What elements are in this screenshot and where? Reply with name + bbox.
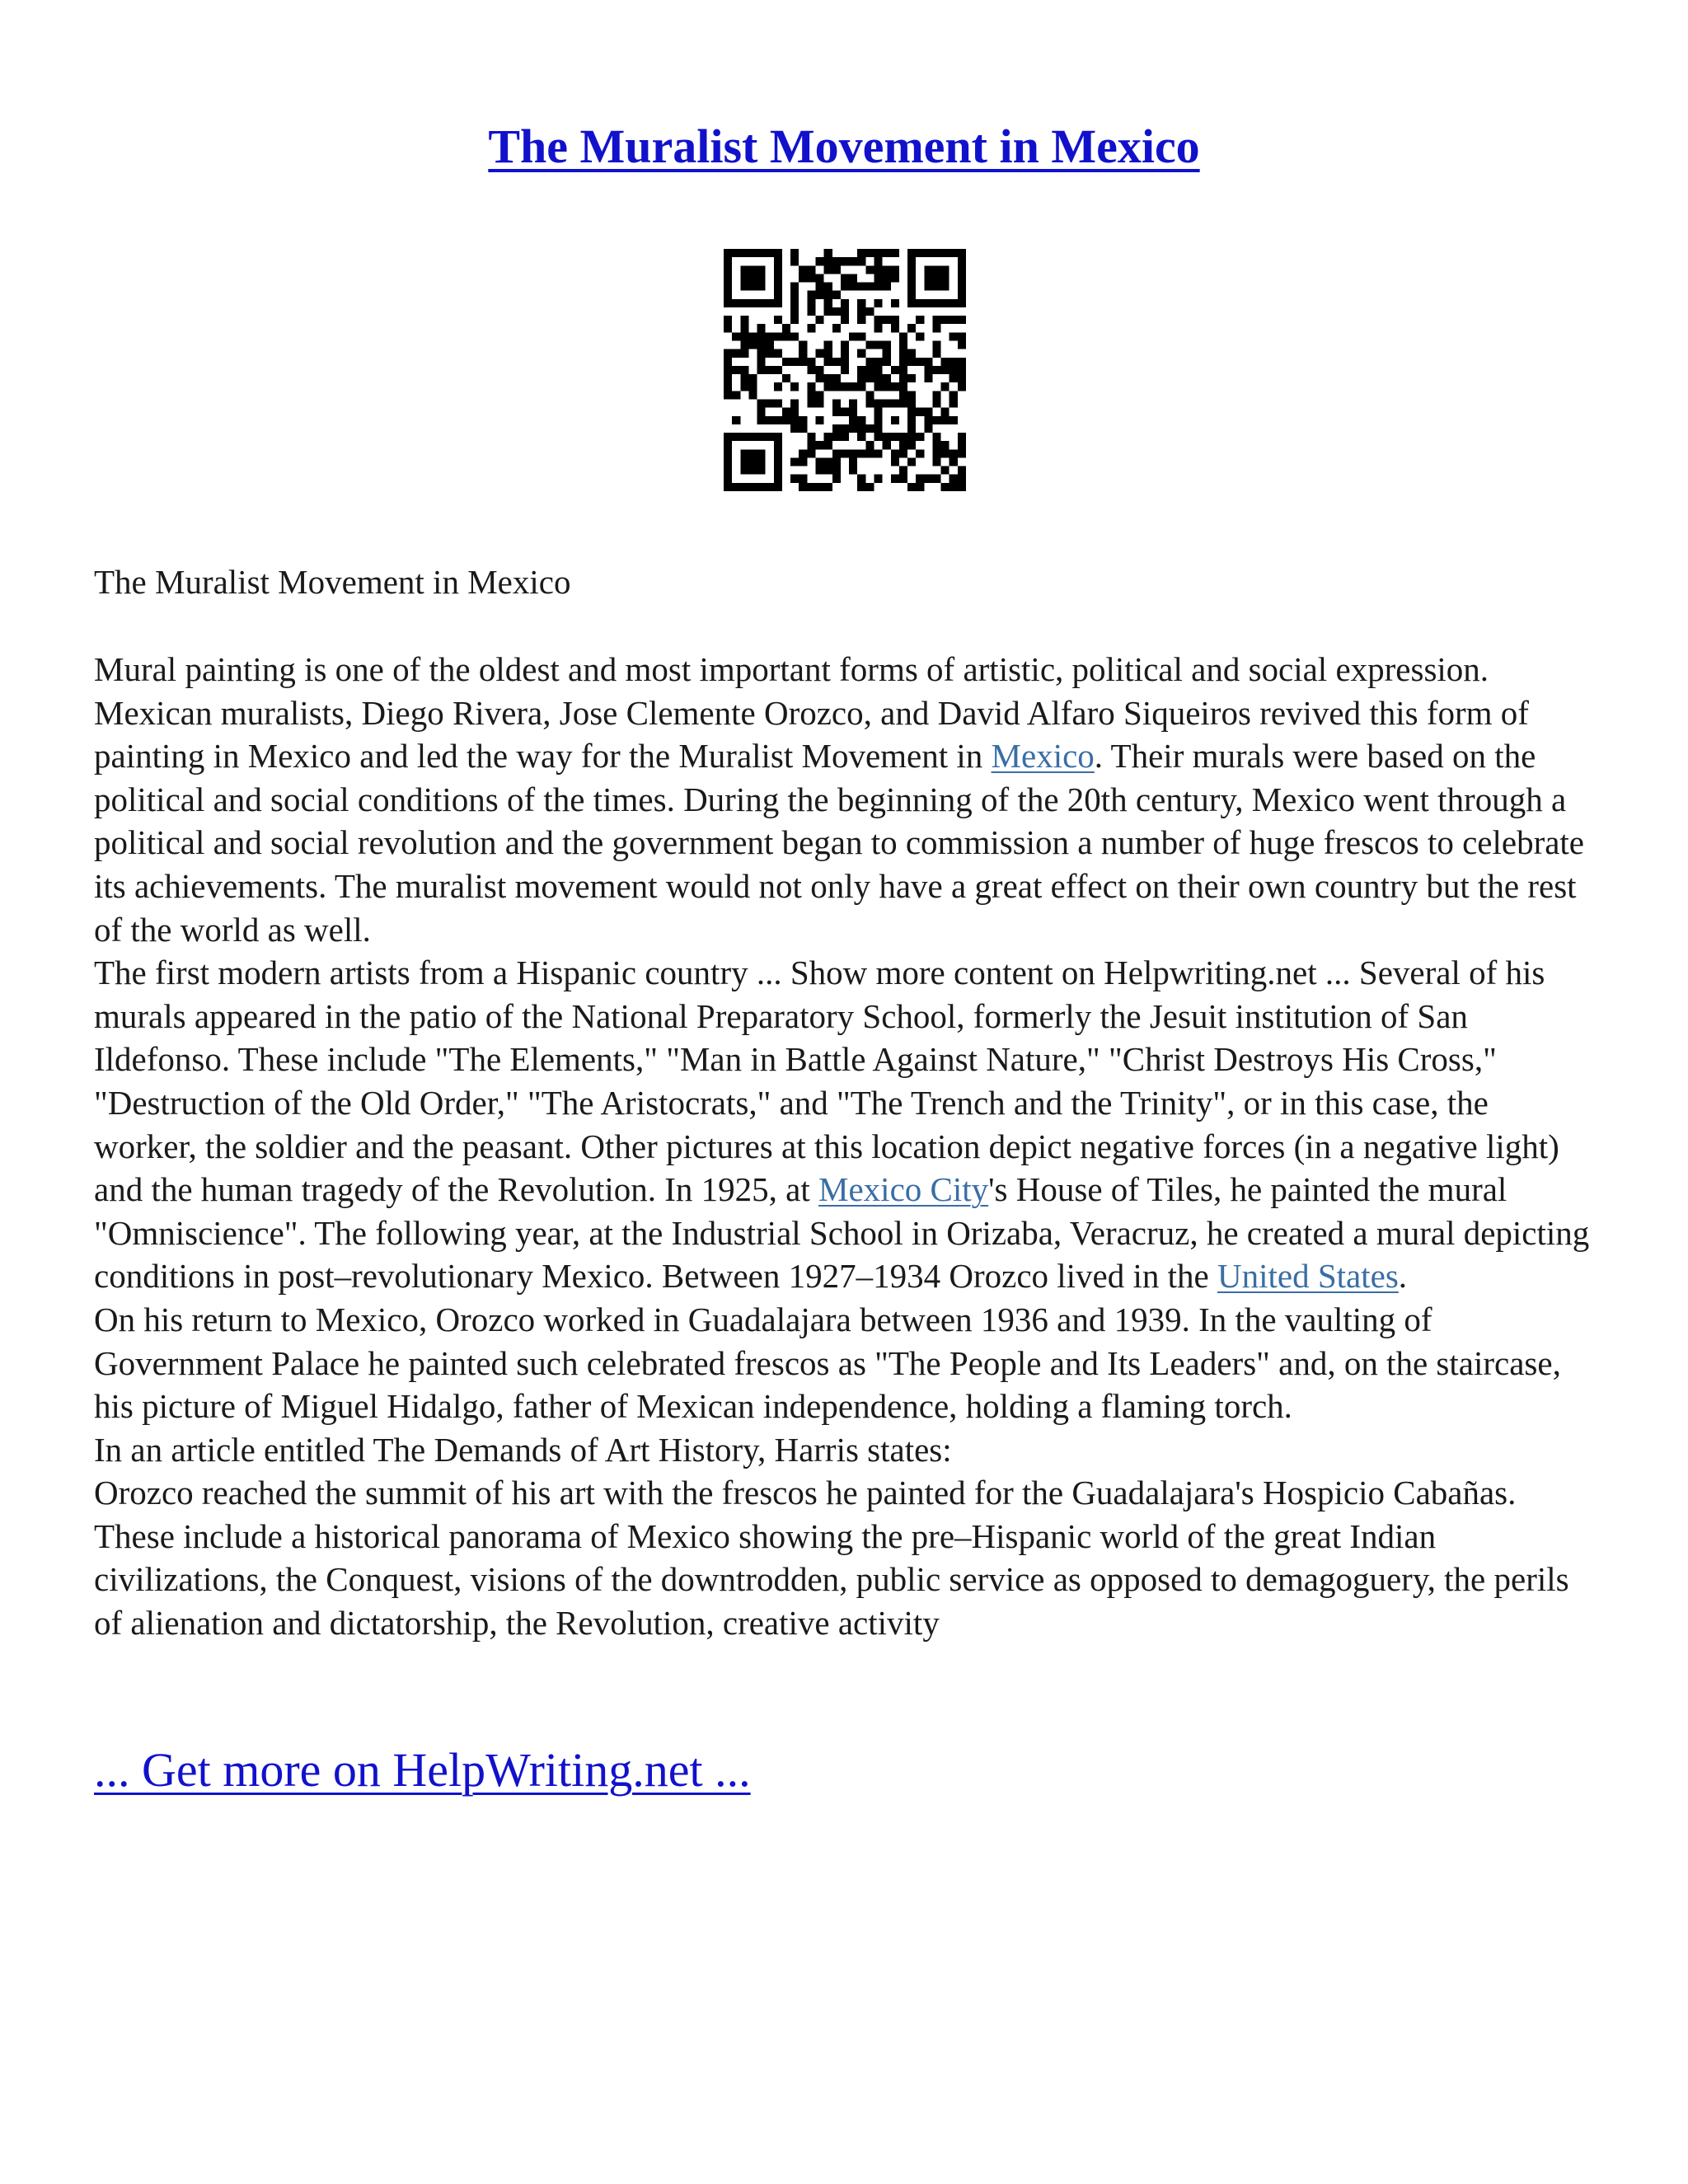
paragraph-hospicio: Orozco reached the summit of his art with the frescos he painted for the Guadalajara's Hospicio Cabañas. These include a historical panorama of Mexico showing the pre–Hispanic world of the great Indian civilizations, the Conquest, visions of the downtrodden, public service as opposed to demagoguery, the perils of alienation and dictatorship, the Revolution, creative activity [94, 1474, 1569, 1643]
paragraph-intro: Mural painting is one of the oldest and most important forms of artistic, political and social expression. Mexican muralists, Diego Rivera, Jose Clemente Orozco, and David Alfaro Siqueiros revived this form of painting in Mexico and led the way for the Muralist Movement in Mexico. Their murals were based on the political and social conditions of the times. During the beginning of the 20th century, Mexico went through a political and social revolution and the government began to commission a number of huge frescos to celebrate its achievements. The muralist movement would not only have a great effect on their own country but the rest of the world as well. [94, 650, 1585, 949]
qr-code-graphic [724, 249, 966, 491]
link-united-states[interactable]: United States [1217, 1257, 1399, 1296]
paragraph-harris: In an article entitled The Demands of Art History, Harris states: [94, 1430, 952, 1469]
link-mexico[interactable]: Mexico [991, 737, 1095, 776]
qr-code-icon [724, 249, 966, 491]
link-mexico-city[interactable]: Mexico City [818, 1170, 989, 1209]
title-link[interactable]: The Muralist Movement in Mexico [488, 120, 1200, 173]
document-title [0, 114, 1688, 180]
paragraph-guadalajara: On his return to Mexico, Orozco worked in Guadalajara between 1936 and 1939. In the vaulting of Government Palace he painted such celebrated frescos as "The People and Its Leaders" and, on the staircase, his picture of Miguel Hidalgo, father of Mexican independence, holding a flaming torch. [94, 1300, 1561, 1426]
article-subtitle: The Muralist Movement in Mexico [94, 563, 571, 601]
paragraph-orozco-murals: The first modern artists from a Hispanic country ... Show more content on Helpwriting.net ... Several of his murals appeared in the patio of the National Preparatory School, formerly the Jesuit institution of San Ildefonso. These include "The Elements," "Man in Battle Against Nature," "Christ Destroys His Cross," "Destruction of the Old Order," "The Aristocrats," and "The Trench and the Trinity", or in this case, the worker, the soldier and the peasant. Other pictures at this location depict negative forces (in a negative light) and the human tragedy of the Revolution. In 1925, at Mexico City's House of Tiles, he painted the mural "Omniscience". The following year, at the Industrial School in Orizaba, Veracruz, he created a mural depicting conditions in post–revolutionary Mexico. Between 1927–1934 Orozco lived in the United States. [94, 954, 1590, 1296]
get-more-link-container [94, 1739, 751, 1802]
article-body [94, 648, 1598, 1645]
get-more-link[interactable]: ... Get more on HelpWriting.net ... [94, 1743, 751, 1797]
